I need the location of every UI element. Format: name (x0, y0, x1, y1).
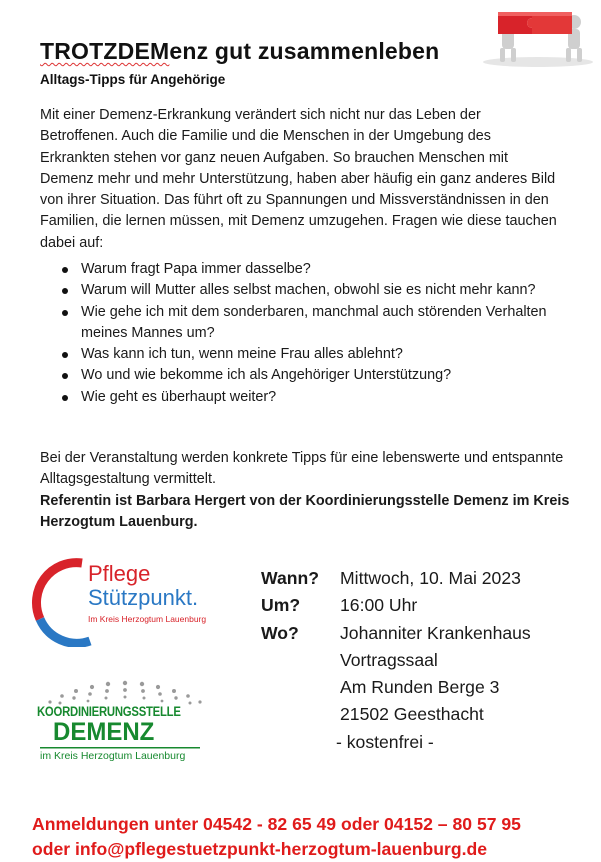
intro-paragraph: Mit einer Demenz-Erkrankung verändert sich nicht nur das Leben der Betroffenen. Auch die Familie und die Menschen in der Umgebung des Erkrankten stehen vor ganz neuen Aufgaben. So brauchen Menschen mit Demenz mehr und mehr Unterstützung, haben aber häufig ein ganz anderes Bild von ihrer Situation. Das führt oft zu Spannungen und Missverständnissen in den Familien, die lernen müssen, mit Demenz umzugehen. Fragen wie diese tauchen dabei auf: (40, 107, 557, 251)
question-item: Wie geht es überhaupt weiter? (62, 387, 562, 408)
question-item: Warum will Mutter alles selbst machen, obwohl sie es nicht mehr kann? (62, 280, 562, 301)
logo-pflege-line2: Stützpunkt. (88, 585, 199, 610)
subtitle: Alltags-Tipps für Angehörige (40, 72, 226, 87)
logo-demenz-line2: DEMENZ (53, 718, 155, 746)
page-title (40, 38, 439, 65)
logo-pflege-line1: Pflege (88, 561, 151, 586)
logo-pflege-sub: Im Kreis Herzogtum Lauenburg (88, 614, 207, 624)
question-item: Was kann ich tun, wenn meine Frau alles ablehnt? (62, 344, 562, 365)
speaker-info: Referentin ist Barbara Hergert von der Koordinierungsstelle Demenz im Kreis Herzogtum Lauenburg. (40, 493, 570, 531)
title-prefix: TROTZDEM (40, 38, 170, 64)
where-line: Am Runden Berge 3 (340, 677, 500, 698)
question-item: Warum fragt Papa immer dasselbe? (62, 259, 562, 280)
when-value: Mittwoch, 10. Mai 2023 (340, 568, 521, 588)
title-rest: enz gut zusammenleben (169, 38, 440, 64)
pflegestuetzpunkt-logo (30, 557, 230, 647)
contact-phone-line: Anmeldungen unter 04542 - 82 65 49 oder 04152 – 80 57 95 (32, 814, 521, 834)
question-list (62, 259, 562, 408)
where-label: Wo? (261, 622, 299, 643)
question-item: Wie gehe ich mit dem sonderbaren, manchmal auch störenden Verhalten meines Mannes um? (62, 302, 562, 345)
puzzle-figures-image (478, 2, 596, 68)
time-value: 16:00 Uhr (340, 595, 418, 616)
logo-demenz-line1: KOORDINIERUNGSSTELLE (37, 704, 181, 719)
event-description: Bei der Veranstaltung werden konkrete Tipps für eine lebenswerte und entspannte Alltagsgestaltung vermittelt. (40, 450, 564, 488)
koordinierungsstelle-logo (30, 676, 220, 776)
contact-info (32, 812, 521, 862)
question-item: Wo und wie bekomme ich als Angehöriger Unterstützung? (62, 365, 562, 386)
where-line: 21502 Geesthacht (340, 704, 484, 725)
when-label: Wann? (261, 568, 319, 588)
contact-email-line[interactable]: oder info@pflegestuetzpunkt-herzogtum-lauenburg.de (32, 839, 488, 859)
where-line: Johanniter Krankenhaus (340, 622, 531, 643)
logo-demenz-line3: im Kreis Herzogtum Lauenburg (40, 750, 186, 762)
dots-arc-icon (30, 676, 220, 706)
where-line: Vortragssaal (340, 649, 438, 670)
time-label: Um? (261, 595, 301, 616)
event-details (261, 565, 531, 756)
ring-arc-icon (30, 557, 92, 647)
price-info: - kostenfrei - (336, 731, 434, 752)
